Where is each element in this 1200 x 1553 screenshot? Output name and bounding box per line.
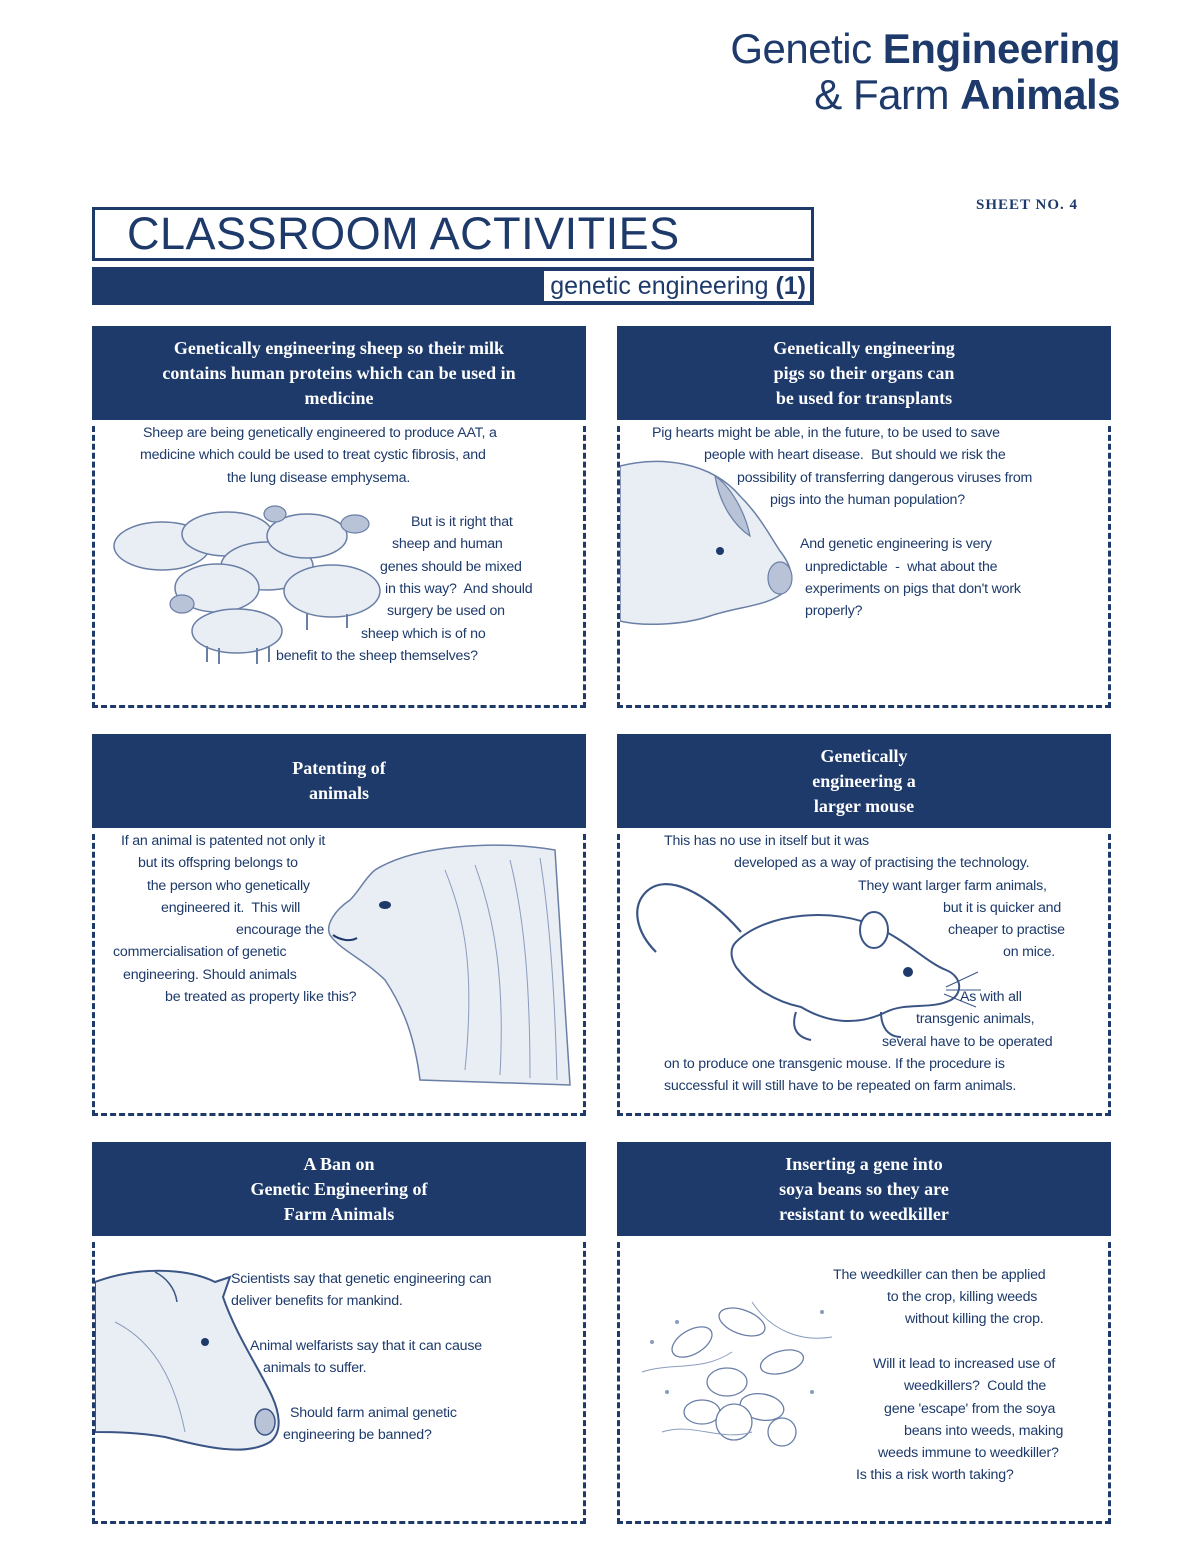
text-line: sheep and human bbox=[392, 536, 503, 552]
text-line: people with heart disease. But should we risk the bbox=[704, 447, 1006, 463]
text-line: If an animal is patented not only it bbox=[121, 833, 326, 849]
text-line: weeds immune to weedkiller? bbox=[878, 1445, 1059, 1461]
card-heading bbox=[617, 734, 1111, 828]
text-line: cheaper to practise bbox=[948, 922, 1065, 938]
card-heading-text: Genetically engineering pigs so their organs can be used for transplants bbox=[773, 337, 955, 408]
text-line: genes should be mixed bbox=[380, 559, 522, 575]
text-line: on to produce one transgenic mouse. If the procedure is bbox=[664, 1056, 1005, 1072]
text-line: be treated as property like this? bbox=[165, 989, 357, 1005]
banner-strip bbox=[92, 267, 814, 305]
card-heading bbox=[92, 326, 586, 420]
text-line: transgenic animals, bbox=[916, 1011, 1035, 1027]
banner-title: CLASSROOM ACTIVITIES bbox=[127, 208, 680, 259]
card-body bbox=[617, 426, 1111, 708]
text-line: gene 'escape' from the soya bbox=[884, 1401, 1056, 1417]
title-engineering: Engineering bbox=[882, 25, 1120, 72]
title-line-2 bbox=[730, 71, 1120, 118]
banner-subtitle-number: (1) bbox=[775, 272, 806, 300]
text-line: pigs into the human population? bbox=[770, 492, 965, 508]
banner-title-box bbox=[92, 207, 814, 261]
title-line-1 bbox=[730, 25, 1120, 72]
title-animals: Animals bbox=[960, 71, 1120, 118]
text-line: medicine which could be used to treat cystic fibrosis, and bbox=[140, 447, 486, 463]
text-line: As with all bbox=[960, 989, 1022, 1005]
text-line: successful it will still have to be repeated on farm animals. bbox=[664, 1078, 1017, 1094]
text-line: Animal welfarists say that it can cause bbox=[250, 1338, 482, 1354]
text-line: possibility of transferring dangerous viruses from bbox=[737, 470, 1033, 486]
sheet-number: SHEET NO. 4 bbox=[975, 197, 1078, 213]
text-line: commercialisation of genetic bbox=[113, 944, 287, 960]
text-line: several have to be operated bbox=[882, 1034, 1053, 1050]
card-heading-text: Genetically engineering sheep so their milk contains human proteins which can be used in medicine bbox=[162, 337, 516, 408]
card-body bbox=[92, 426, 586, 708]
title-genetic: Genetic bbox=[730, 25, 872, 72]
card-sheep-milk bbox=[92, 326, 586, 712]
text-line: Will it lead to increased use of bbox=[873, 1356, 1056, 1372]
card-mouse bbox=[617, 734, 1111, 1120]
text-line: benefit to the sheep themselves? bbox=[276, 648, 478, 664]
card-heading bbox=[92, 1142, 586, 1236]
card-heading bbox=[92, 734, 586, 828]
card-heading bbox=[617, 326, 1111, 420]
card-heading-text: Patenting of animals bbox=[292, 758, 386, 803]
card-body bbox=[617, 1242, 1111, 1524]
text-line: This has no use in itself but it was bbox=[664, 833, 869, 849]
text-line: without killing the crop. bbox=[905, 1311, 1044, 1327]
text-line: the person who genetically bbox=[147, 878, 310, 894]
text-line: sheep which is of no bbox=[361, 626, 486, 642]
card-ban bbox=[92, 1142, 586, 1528]
text-line: Pig hearts might be able, in the future, to be used to save bbox=[652, 425, 1000, 441]
text-line: Should farm animal genetic bbox=[290, 1405, 457, 1421]
text-line: but its offspring belongs to bbox=[138, 855, 298, 871]
card-body bbox=[92, 1242, 586, 1524]
text-line: weedkillers? Could the bbox=[904, 1378, 1047, 1394]
card-body bbox=[92, 834, 586, 1116]
text-line: engineered it. This will bbox=[161, 900, 301, 916]
banner-subtitle bbox=[544, 271, 810, 301]
text-line: experiments on pigs that don't work bbox=[805, 581, 1021, 597]
text-line: deliver benefits for mankind. bbox=[231, 1293, 403, 1309]
text-line: developed as a way of practising the technology. bbox=[734, 855, 1030, 871]
soya-plant-icon bbox=[632, 1282, 842, 1472]
card-heading-text: A Ban on Genetic Engineering of Farm Animals bbox=[250, 1153, 428, 1224]
text-line: to the crop, killing weeds bbox=[887, 1289, 1038, 1305]
banner-subtitle-text: genetic engineering bbox=[550, 272, 769, 300]
text-line: And genetic engineering is very bbox=[800, 536, 992, 552]
text-line: engineering. Should animals bbox=[123, 967, 297, 983]
classroom-banner bbox=[92, 207, 814, 305]
text-line: But is it right that bbox=[411, 514, 513, 530]
text-line: beans into weeds, making bbox=[904, 1423, 1064, 1439]
text-line: properly? bbox=[805, 603, 863, 619]
text-line: the lung disease emphysema. bbox=[227, 470, 411, 486]
text-line: Sheep are being genetically engineered to produce AAT, a bbox=[143, 425, 497, 441]
card-heading bbox=[617, 1142, 1111, 1236]
title-farm: & Farm bbox=[814, 71, 949, 118]
text-line: engineering be banned? bbox=[283, 1427, 432, 1443]
text-line: Is this a risk worth taking? bbox=[856, 1467, 1014, 1483]
card-heading-text: Inserting a gene into soya beans so they are resistant to weedkiller bbox=[779, 1153, 949, 1224]
card-body bbox=[617, 834, 1111, 1116]
card-patenting bbox=[92, 734, 586, 1120]
text-line: encourage the bbox=[236, 922, 325, 938]
card-pig-organs bbox=[617, 326, 1111, 712]
text-line: Scientists say that genetic engineering can bbox=[231, 1271, 492, 1287]
text-line: unpredictable - what about the bbox=[805, 559, 998, 575]
sheep-flock-icon bbox=[107, 496, 397, 666]
document-title bbox=[730, 25, 1120, 118]
text-line: The weedkiller can then be applied bbox=[833, 1267, 1046, 1283]
text-line: but it is quicker and bbox=[943, 900, 1062, 916]
card-heading-text: Genetically engineering a larger mouse bbox=[812, 745, 916, 816]
text-line: in this way? And should bbox=[385, 581, 533, 597]
text-line: They want larger farm animals, bbox=[858, 878, 1047, 894]
sheep-head-icon bbox=[325, 840, 575, 1090]
text-line: surgery be used on bbox=[387, 603, 505, 619]
text-line: on mice. bbox=[1003, 944, 1056, 960]
text-line: animals to suffer. bbox=[263, 1360, 367, 1376]
card-soya bbox=[617, 1142, 1111, 1528]
